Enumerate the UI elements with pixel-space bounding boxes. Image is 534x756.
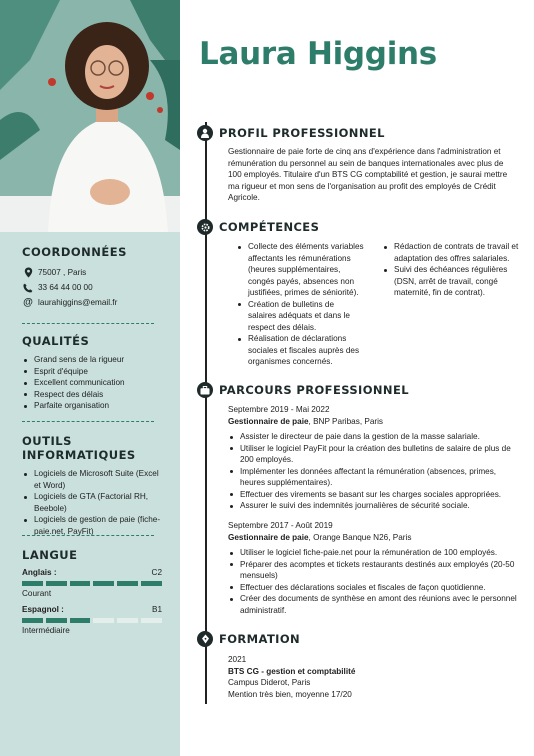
tool-item: Logiciels de gestion de paie (fiche-paie.net, PayFit) bbox=[34, 515, 161, 536]
job-task: Effectuer des virements se basant sur les charges sociales appropriées. bbox=[238, 489, 518, 501]
address-text: 75007 , Paris bbox=[38, 268, 87, 277]
divider bbox=[22, 421, 154, 422]
language-level-segment bbox=[117, 581, 138, 586]
skills-header bbox=[197, 219, 319, 235]
languages-title: LANGUE bbox=[22, 548, 78, 562]
pen-nib-icon bbox=[197, 631, 213, 647]
tool-item: Logiciels de GTA (Factorial RH, Beebole) bbox=[32, 491, 162, 514]
language-level-segment bbox=[141, 581, 162, 586]
email-text[interactable]: laurahiggins@email.fr bbox=[38, 298, 118, 307]
job-task: Créer des documents de synthèse en amont des réunions avec le personnel administratif. bbox=[240, 594, 517, 615]
education-school: Campus Diderot, Paris bbox=[228, 678, 311, 688]
job-title bbox=[228, 416, 518, 428]
location-pin-icon bbox=[22, 267, 34, 278]
job-task: Effectuer des déclarations sociales et fiscales de façon quotidienne. bbox=[238, 582, 518, 594]
skill-item: Suivi des échéances régulières (DSN, arrêt de travail, congé maternité, fin de contrat). bbox=[392, 264, 520, 299]
profile-text: Gestionnaire de paie forte de cinq ans d'expérience dans l'administration et rémunération du personnel au sein de banques internationales avec plus de 100 employés. Titulaire d'un BTS CG comptabilité et gestion, je saurai mettre ma rigueur et mon sens de l'organisation au profit des employés de Crédit Agricole. bbox=[228, 147, 508, 203]
profile-photo bbox=[0, 0, 180, 232]
job-company: , BNP Paribas, Paris bbox=[308, 416, 384, 426]
tool-item: Logiciels de Microsoft Suite (Excel et Word) bbox=[32, 468, 162, 491]
language-level-segment bbox=[141, 618, 162, 623]
skills-right-column bbox=[382, 241, 520, 299]
language-level-segment bbox=[70, 618, 91, 623]
education-header bbox=[197, 631, 300, 647]
divider bbox=[22, 323, 154, 324]
quality-item: Parfaite organisation bbox=[32, 400, 162, 412]
profile-title: PROFIL PROFESSIONNEL bbox=[219, 126, 385, 140]
quality-item: Esprit d'équipe bbox=[32, 366, 162, 378]
education-mention: Mention très bien, moyenne 17/20 bbox=[228, 689, 352, 699]
language-level-segment bbox=[22, 581, 43, 586]
divider bbox=[22, 535, 154, 536]
briefcase-icon bbox=[197, 382, 213, 398]
job-entry bbox=[228, 520, 518, 616]
language-level-segment bbox=[70, 581, 91, 586]
language-level-segment bbox=[93, 618, 114, 623]
user-tie-icon bbox=[197, 125, 213, 141]
language-level-segment bbox=[46, 618, 67, 623]
language-level: C2 bbox=[151, 568, 162, 577]
job-dates: Septembre 2017 - Août 2019 bbox=[228, 521, 333, 530]
contact-section bbox=[22, 245, 162, 310]
language-level-segment bbox=[22, 618, 43, 623]
language-level-bar bbox=[22, 581, 162, 586]
candidate-name: Laura Higgins bbox=[199, 36, 437, 72]
skill-item: Collecte des éléments variables affectants les rémunérations (heures supplémentaires, congés payés, absences non justifiées, primes de séniorité). bbox=[248, 242, 364, 297]
language-english bbox=[22, 568, 162, 598]
education-title: FORMATION bbox=[219, 632, 301, 646]
education-degree: BTS CG - gestion et comptabilité bbox=[228, 666, 356, 676]
at-sign-icon: @ bbox=[23, 297, 33, 308]
job-task: Utiliser le logiciel PayFit pour la création des bulletins de salaire de plus de 200 employés. bbox=[238, 443, 518, 466]
qualities-title: QUALITÉS bbox=[22, 334, 90, 348]
skills-title: COMPÉTENCES bbox=[219, 220, 320, 234]
language-label: Courant bbox=[22, 589, 52, 598]
job-role: Gestionnaire de paie bbox=[228, 416, 309, 426]
contact-email[interactable] bbox=[22, 295, 162, 310]
language-spanish bbox=[22, 605, 162, 635]
contact-phone bbox=[22, 280, 162, 295]
gears-icon bbox=[197, 219, 213, 235]
profile-header bbox=[197, 125, 385, 141]
job-dates: Septembre 2019 - Mai 2022 bbox=[228, 405, 330, 414]
tools-title: OUTILS INFORMATIQUES bbox=[22, 434, 136, 462]
language-name: Espagnol : bbox=[22, 605, 64, 614]
language-name: Anglais : bbox=[22, 568, 57, 577]
sidebar bbox=[0, 0, 180, 756]
phone-icon bbox=[22, 283, 34, 293]
skill-item: Rédaction de contrats de travail et adaptation des offres salariales. bbox=[394, 242, 519, 263]
job-task: Assister le directeur de paie dans la gestion de la masse salariale. bbox=[238, 431, 518, 443]
job-task: Utiliser le logiciel fiche-paie.net pour la rémunération de 100 employés. bbox=[238, 547, 518, 559]
language-level-segment bbox=[93, 581, 114, 586]
experience-title: PARCOURS PROFESSIONNEL bbox=[219, 383, 409, 397]
education-year: 2021 bbox=[228, 655, 247, 664]
phone-text: 33 64 44 00 00 bbox=[38, 283, 93, 292]
contact-address bbox=[22, 265, 162, 280]
job-task: Préparer des acomptes et tickets restaurants destinés aux employés (20-50 mensuels) bbox=[238, 559, 518, 582]
job-company: , Orange Banque N26, Paris bbox=[308, 532, 412, 542]
job-title bbox=[228, 532, 518, 544]
skill-item: Création de bulletins de salaires adéquats et dans le respect des délais. bbox=[246, 299, 364, 334]
language-level: B1 bbox=[151, 605, 162, 614]
skill-item: Réalisation de déclarations sociales et fiscales auprès des organismes concernés. bbox=[246, 333, 364, 368]
language-level-bar bbox=[22, 618, 162, 623]
language-level-segment bbox=[117, 618, 138, 623]
language-label: Intermédiaire bbox=[22, 626, 70, 635]
quality-item: Respect des délais bbox=[32, 389, 162, 401]
job-task: Implémenter les données affectant la rémunération (absences, primes, heures supplémentaires). bbox=[238, 466, 518, 489]
job-entry bbox=[228, 404, 518, 512]
timeline-line bbox=[205, 122, 207, 704]
job-role: Gestionnaire de paie bbox=[228, 532, 309, 542]
job-task: Assurer le suivi des indemnités journalières de sécurité sociale. bbox=[238, 500, 518, 512]
languages-section bbox=[22, 548, 162, 635]
quality-item: Grand sens de la rigueur bbox=[32, 354, 162, 366]
experience-header bbox=[197, 382, 409, 398]
qualities-section bbox=[22, 334, 162, 412]
education-entry bbox=[228, 654, 518, 700]
skills-left-column bbox=[236, 241, 364, 368]
contact-title: COORDONNÉES bbox=[22, 245, 127, 259]
quality-item: Excellent communication bbox=[32, 377, 162, 389]
language-level-segment bbox=[46, 581, 67, 586]
tools-section bbox=[22, 434, 162, 537]
